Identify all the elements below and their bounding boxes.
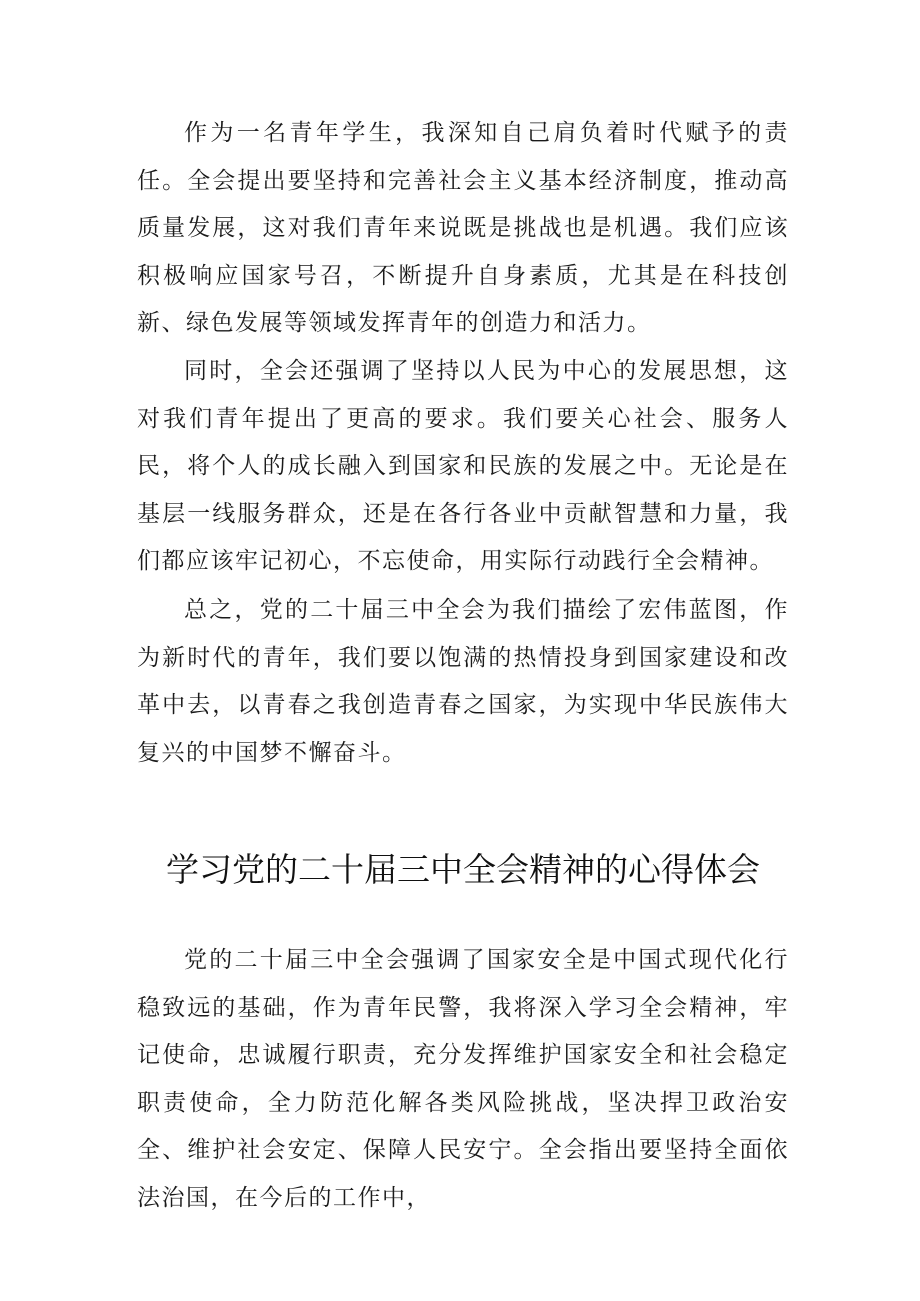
section-heading: 学习党的二十届三中全会精神的心得体会 (166, 850, 760, 889)
paragraph-4: 党的二十届三中全会强调了国家安全是中国式现代化行稳致远的基础，作为青年民警，我将深入学习全会精神，牢记使命，忠诚履行职责，充分发挥维护国家安全和社会稳定职责使命，全力防范化解各类风险挑战，坚决捍卫政治安全、维护社会安定、保障人民安宁。全会指出要坚持全面依法治国，在今后的工作中， (137, 947, 789, 1211)
paragraph-1: 作为一名青年学生，我深知自己肩负着时代赋予的责任。全会提出要坚持和完善社会主义基本经济制度，推动高质量发展，这对我们青年来说既是挑战也是机遇。我们应该积极响应国家号召，不断提升自身素质，尤其是在科技创新、绿色发展等领域发挥青年的创造力和活力。 (137, 120, 789, 336)
paragraph-3: 总之，党的二十届三中全会为我们描绘了宏伟蓝图，作为新时代的青年，我们要以饱满的热情投身到国家建设和改革中去，以青春之我创造青春之国家，为实现中华民族伟大复兴的中国梦不懈奋斗。 (137, 597, 789, 766)
paragraph-2: 同时，全会还强调了坚持以人民为中心的发展思想，这对我们青年提出了更高的要求。我们要关心社会、服务人民，将个人的成长融入到国家和民族的发展之中。无论是在基层一线服务群众，还是在各行各业中贡献智慧和力量，我们都应该牢记初心，不忘使命，用实际行动践行全会精神。 (137, 358, 789, 574)
